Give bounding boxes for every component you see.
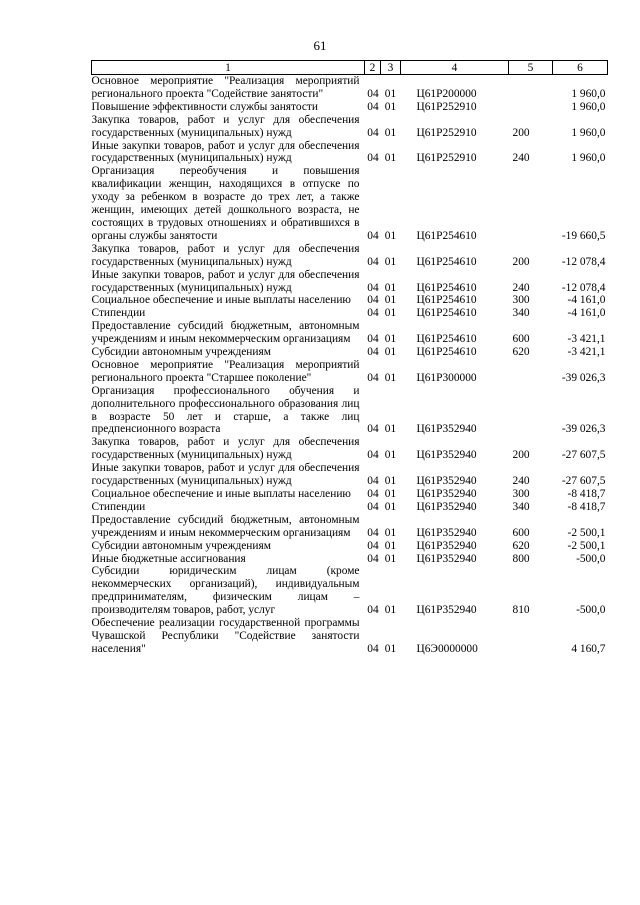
subsection-code: 01 [384,642,397,655]
subsection-code: 01 [384,488,397,500]
table-row [92,101,608,114]
expense-type-code: 240 [512,281,530,294]
amount: -8 418,7 [567,500,606,513]
section-code: 04 [367,475,379,488]
subsection-code: 01 [384,526,397,539]
subsection-code: 01 [384,500,397,513]
subsection-code: 01 [384,346,397,359]
table-row [92,436,608,462]
table-row [92,243,608,269]
section-code: 04 [367,229,379,242]
target-article-code: Ц61Р352940 [416,552,477,565]
table-row [92,320,608,346]
subsection-code: 01 [384,126,397,139]
expense-type-code [509,101,553,114]
expense-type-code: 600 [512,333,530,346]
table-row [92,540,608,553]
target-article-code: Ц61Р352940 [416,449,477,462]
section-code: 04 [367,539,379,552]
amount: 1 960,0 [571,152,606,165]
section-code: 04 [367,449,379,462]
table-row [92,501,608,514]
table-row [92,114,608,140]
item-name: Основное мероприятие "Реализация мероприятий регионального проекта "Старшее поколение" [91,358,360,384]
item-name: Предоставление субсидий бюджетным, автономным учреждениям и иным некоммерческим организациям [91,513,360,539]
expense-type-code: 240 [512,475,530,488]
amount: 1 960,0 [571,100,606,113]
item-name: Закупка товаров, работ и услуг для обеспечения государственных (муниципальных) нужд [91,113,360,139]
amount: -12 078,4 [561,255,606,268]
amount: -27 607,5 [561,475,606,488]
amount: -2 500,1 [567,539,606,552]
expense-type-code: 810 [512,604,530,617]
expense-type-code: 620 [512,539,530,552]
target-article-code: Ц61Р252910 [416,152,477,165]
table-row [92,462,608,488]
table-row [92,307,608,320]
table-row [92,514,608,540]
item-name: Социальное обеспечение и иные выплаты населению [91,488,351,500]
section-code: 04 [367,642,379,655]
subsection-code: 01 [384,552,397,565]
target-article-code: Ц6Э0000000 [416,642,478,655]
subsection-code: 01 [384,307,397,320]
subsection-code: 01 [384,604,397,617]
amount: -2 500,1 [567,526,606,539]
col-header-2: 2 [365,61,381,75]
section-code: 04 [367,423,379,436]
expense-type-code: 200 [512,126,530,139]
expense-type-code: 340 [512,500,530,513]
col-header-5: 5 [509,61,553,75]
item-name: Иные закупки товаров, работ и услуг для обеспечения государственных (муниципальных) нужд [91,462,360,488]
subsection-code: 01 [384,281,397,294]
table-row [92,488,608,501]
section-code: 04 [367,294,379,307]
subsection-code: 01 [384,475,397,488]
expense-type-code [509,165,553,242]
subsection-code: 01 [384,333,397,346]
target-article-code: Ц61Р352940 [416,488,477,500]
section-code: 04 [367,333,379,346]
table-header-row [92,61,608,75]
item-name: Стипендии [91,307,146,320]
expense-type-code: 620 [512,346,530,359]
col-header-6: 6 [553,61,608,75]
amount: -39 026,3 [561,371,606,384]
amount: -500,0 [576,552,606,565]
target-article-code: Ц61Р254610 [416,229,477,242]
expense-type-code [509,385,553,437]
item-name: Повышение эффективности службы занятости [91,100,318,113]
item-name: Субсидии автономным учреждениям [91,539,271,552]
expense-type-code: 200 [512,255,530,268]
section-code: 04 [367,281,379,294]
target-article-code: Ц61Р352940 [416,604,477,617]
target-article-code: Ц61Р254610 [416,307,477,320]
table-row [92,617,608,656]
target-article-code: Ц61Р254610 [416,294,477,307]
subsection-code: 01 [384,423,397,436]
section-code: 04 [367,152,379,165]
amount: -3 421,1 [567,333,606,346]
target-article-code: Ц61Р352940 [416,526,477,539]
expense-type-code [509,359,553,385]
expense-type-code: 200 [512,449,530,462]
expense-type-code: 300 [512,294,530,307]
target-article-code: Ц61Р252910 [416,126,477,139]
col-header-3: 3 [381,61,401,75]
table-row [92,140,608,166]
item-name: Субсидии автономным учреждениям [91,346,271,359]
section-code: 04 [367,526,379,539]
table-row [92,294,608,307]
item-name: Основное мероприятие "Реализация мероприятий регионального проекта "Содействие занятости" [91,75,360,100]
item-name: Субсидии юридическим лицам (кроме некоммерческих организаций), индивидуальным предпринимателям, физическим лицам – производителям товаров, работ, услуг [91,565,360,617]
table-row [92,165,608,242]
item-name: Иные закупки товаров, работ и услуг для обеспечения государственных (муниципальных) нужд [91,268,360,294]
subsection-code: 01 [384,449,397,462]
table-row [92,553,608,566]
subsection-code: 01 [384,152,397,165]
item-name: Организация переобучения и повышения квалификации женщин, находящихся в отпуске по уходу за ребенком в возрасте до трех лет, а также женщин, имеющих детей дошкольного возраста, не состоящих в трудовых отношениях и обратившихся в органы службы занятости [91,165,360,242]
subsection-code: 01 [384,371,397,384]
target-article-code: Ц61Р352940 [416,500,477,513]
target-article-code: Ц61Р254610 [416,255,477,268]
item-name: Стипендии [91,500,146,513]
target-article-code: Ц61Р300000 [416,371,477,384]
amount: 1 960,0 [571,126,606,139]
target-article-code: Ц61Р254610 [416,281,477,294]
amount: -8 418,7 [567,488,606,500]
subsection-code: 01 [384,229,397,242]
expense-type-code: 340 [512,307,530,320]
section-code: 04 [367,346,379,359]
amount: -12 078,4 [561,281,606,294]
subsection-code: 01 [384,294,397,307]
expense-type-code: 600 [512,526,530,539]
target-article-code: Ц61Р352940 [416,423,477,436]
subsection-code: 01 [384,539,397,552]
amount: -19 660,5 [561,229,606,242]
section-code: 04 [367,371,379,384]
item-name: Закупка товаров, работ и услуг для обеспечения государственных (муниципальных) нужд [91,242,360,268]
subsection-code: 01 [384,87,397,100]
table-row [92,75,608,101]
page-number: 61 [313,38,327,53]
item-name: Социальное обеспечение и иные выплаты населению [91,294,351,307]
section-code: 04 [367,307,379,320]
section-code: 04 [367,500,379,513]
section-code: 04 [367,255,379,268]
expense-type-code [509,617,553,656]
table-row [92,269,608,295]
expense-type-code: 240 [512,152,530,165]
amount: 4 160,7 [571,642,606,655]
table-row [92,565,608,617]
section-code: 04 [367,488,379,500]
item-name: Иные закупки товаров, работ и услуг для обеспечения государственных (муниципальных) нужд [91,139,360,165]
subsection-code: 01 [384,255,397,268]
section-code: 04 [367,100,379,113]
section-code: 04 [367,552,379,565]
item-name: Иные бюджетные ассигнования [91,552,246,565]
item-name: Организация профессионального обучения и дополнительного профессионального образования лиц в возрасте 50 лет и старше, а также лиц предпенсионного возраста [91,384,360,436]
item-name: Обеспечение реализации государственной программы Чувашской Республики "Содействие занятости населения" [91,617,360,655]
target-article-code: Ц61Р252910 [416,100,477,113]
target-article-code: Ц61Р254610 [416,346,477,359]
table-body [92,75,608,656]
target-article-code: Ц61Р352940 [416,539,477,552]
col-header-1: 1 [92,61,365,75]
amount: -39 026,3 [561,423,606,436]
expense-type-code [509,75,553,101]
table-row [92,346,608,359]
target-article-code: Ц61Р254610 [416,333,477,346]
item-name: Предоставление субсидий бюджетным, автономным учреждениям и иным некоммерческим организациям [91,320,360,346]
amount: -500,0 [576,604,606,617]
expense-type-code: 300 [512,488,530,500]
item-name: Закупка товаров, работ и услуг для обеспечения государственных (муниципальных) нужд [91,436,360,462]
amount: 1 960,0 [571,87,606,100]
amount: -4 161,0 [567,307,606,320]
target-article-code: Ц61Р352940 [416,475,477,488]
section-code: 04 [367,604,379,617]
budget-table [91,60,608,656]
col-header-4: 4 [401,61,509,75]
section-code: 04 [367,126,379,139]
section-code: 04 [367,87,379,100]
amount: -3 421,1 [567,346,606,359]
target-article-code: Ц61Р200000 [416,87,477,100]
subsection-code: 01 [384,100,397,113]
table-row [92,385,608,437]
table-row [92,359,608,385]
expense-type-code: 800 [512,552,530,565]
amount: -4 161,0 [567,294,606,307]
amount: -27 607,5 [561,449,606,462]
